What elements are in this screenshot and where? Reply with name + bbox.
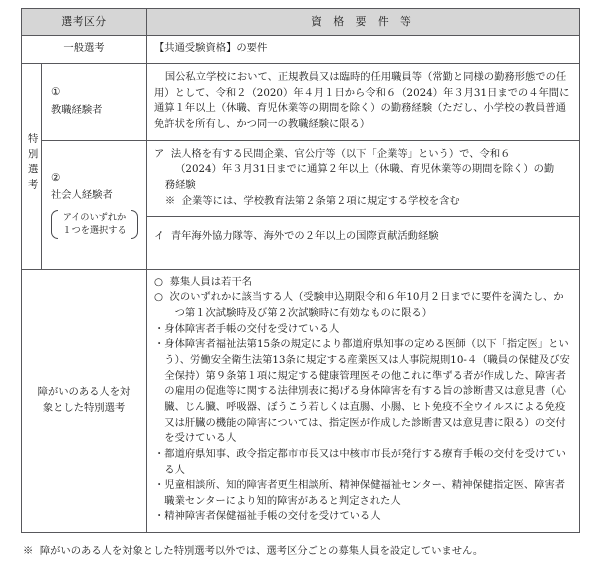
table-footnote: [23, 544, 579, 559]
cell-special-vertical-label: [22, 64, 42, 270]
dot-bullet-icon-4: ・: [154, 479, 165, 492]
dot-bullet-icon-5: ・: [154, 510, 165, 523]
dot-bullet-icon-3: ・: [154, 447, 165, 460]
requirements-table: [21, 8, 580, 533]
footnote-mark: ※: [23, 545, 34, 558]
table-row-general: [22, 36, 580, 64]
option-a-note-mark: ※: [164, 194, 176, 207]
disability-circle-item-1: [154, 275, 572, 291]
footnote-text: 障がいのある人を対象とした特別選考以外では、選考区分ごとの募集人員を設定していません。: [39, 545, 484, 558]
disability-bullet-text-1: 身体障害者手帳の交付を受けている人: [164, 322, 340, 335]
subcategory-number-1: ①: [51, 86, 61, 99]
dot-bullet-icon-1: ・: [154, 322, 165, 335]
table-header-row: [22, 9, 580, 36]
disability-bullet-item-5: [154, 509, 572, 525]
disability-bullet-item-1: [154, 322, 572, 338]
disability-bullet-text-5: 精神障害者保健福祉手帳の交付を受けている人: [164, 510, 381, 523]
header-cell-requirements: 資 格 要 件 等: [147, 9, 580, 36]
selection-note-bracket: [51, 210, 138, 239]
table-row-special-teaching: [22, 64, 580, 141]
subcategory-name-2: 社会人経験者: [51, 189, 113, 202]
bracket-left: [51, 210, 58, 239]
cell-requirement-worker-option-b: [147, 217, 580, 270]
requirement-teaching-body: 国公私立学校において、正規教員又は臨時的任用職員等（常勤と同様の勤務形態での任用）として、令和２（2020）年４月１日から令和６（2024）年３月31日までの４年間に通算１年以上（休職、育児休業等の期間を除く）の勤務経験（ただし、小学校の教員普通免許状を所有し、かつ同一の教職経験に限る）: [154, 71, 570, 130]
disability-circle-item-2: [154, 290, 572, 321]
selection-note-text: [58, 210, 131, 239]
cell-general-requirement: 【共通受験資格】の要件: [147, 36, 580, 64]
disability-circle-text-2: 次のいずれかに該当する人（受験申込期限令和６年10月２日までに要件を満たし、かつ第１次試験時及び第２次試験時に有効なものに限る）: [169, 291, 564, 320]
table-row-special-worker-a: [22, 140, 580, 217]
option-b-line: [154, 229, 572, 245]
special-vertical-label-text: 特別選考: [25, 133, 38, 195]
selection-note-line-1: アイのいずれか: [62, 211, 127, 223]
table-row-disability: [22, 269, 580, 532]
option-b-text: 青年海外協力隊等、海外での２年以上の国際貢献活動経験: [170, 230, 439, 243]
disability-bullet-text-4: 児童相談所、知的障害者更生相談所、精神保健福祉センター、精神保健指定医、障害者職業センターにより知的障害があると判定された人: [164, 479, 566, 507]
disability-circle-text-1: 募集人員は若干名: [169, 275, 252, 288]
bracket-right: [131, 210, 138, 239]
option-a-line-2: （2024）年３月31日までに通算２年以上（休職、育児休業等の期間を除く）の勤: [175, 163, 555, 176]
disability-bullet-text-2: 身体障害者福祉法第15条の規定により都道府県知事の定める医師（以下「指定医」という）、労働安全衛生法第13条に規定する産業医又は人事院規則10-４（職員の保健及び安全保持）第９条第１項に規定する健康管理医その他これに準ずる者が作成した、障害者の雇用の促進等に関する法律別表に掲げる身体障害を有する旨の診断書又は意見書（心臓、じん臓、呼吸器、ぼうこう若しくは直腸、小腸、ヒト免疫不全ウイルスによる免疫又は肝臓の機能の障害については、指定医が作成した診断書又は意見書に限る）の交付を受けている人: [164, 338, 570, 445]
option-a-text-1: 法人格を有する民間企業、官公庁等（以下「企業等」という）で、令和６: [170, 147, 511, 160]
option-a-supplement: [154, 194, 572, 210]
option-a-label: ア: [154, 147, 165, 160]
cell-general-category: 一般選考: [22, 36, 147, 64]
selection-note-line-2: １つを選択する: [62, 224, 127, 236]
cell-subcategory-teaching: [42, 64, 147, 141]
option-a-note-text: 企業等には、学校教育法第２条第２項に規定する学校を含む: [181, 194, 460, 207]
disability-bullet-item-3: [154, 447, 572, 478]
subcategory-number-2: ②: [51, 171, 61, 184]
circle-bullet-icon-1: ○: [154, 275, 163, 288]
cell-requirement-teaching: [147, 64, 580, 141]
cell-subcategory-worker: [42, 140, 147, 269]
circle-bullet-icon-2: ○: [154, 291, 163, 304]
disability-bullet-text-3: 都道府県知事、政令指定都市市長又は中核市市長が発行する療育手帳の交付を受けている人: [164, 447, 566, 476]
option-a-line-3: 務経験: [164, 178, 196, 191]
cell-disability-category: 障がいのある人を対象とした特別選考: [22, 269, 147, 532]
disability-bullet-item-2: [154, 337, 572, 446]
disability-bullet-item-4: [154, 478, 572, 509]
option-b-label: イ: [154, 230, 165, 243]
dot-bullet-icon-2: ・: [154, 338, 165, 351]
cell-disability-requirements: [147, 269, 580, 532]
option-a-line-1: [154, 147, 572, 163]
header-cell-category: 選考区分: [22, 9, 147, 36]
cell-requirement-worker-option-a: [147, 140, 580, 217]
subcategory-name-1: 教職経験者: [51, 103, 103, 116]
